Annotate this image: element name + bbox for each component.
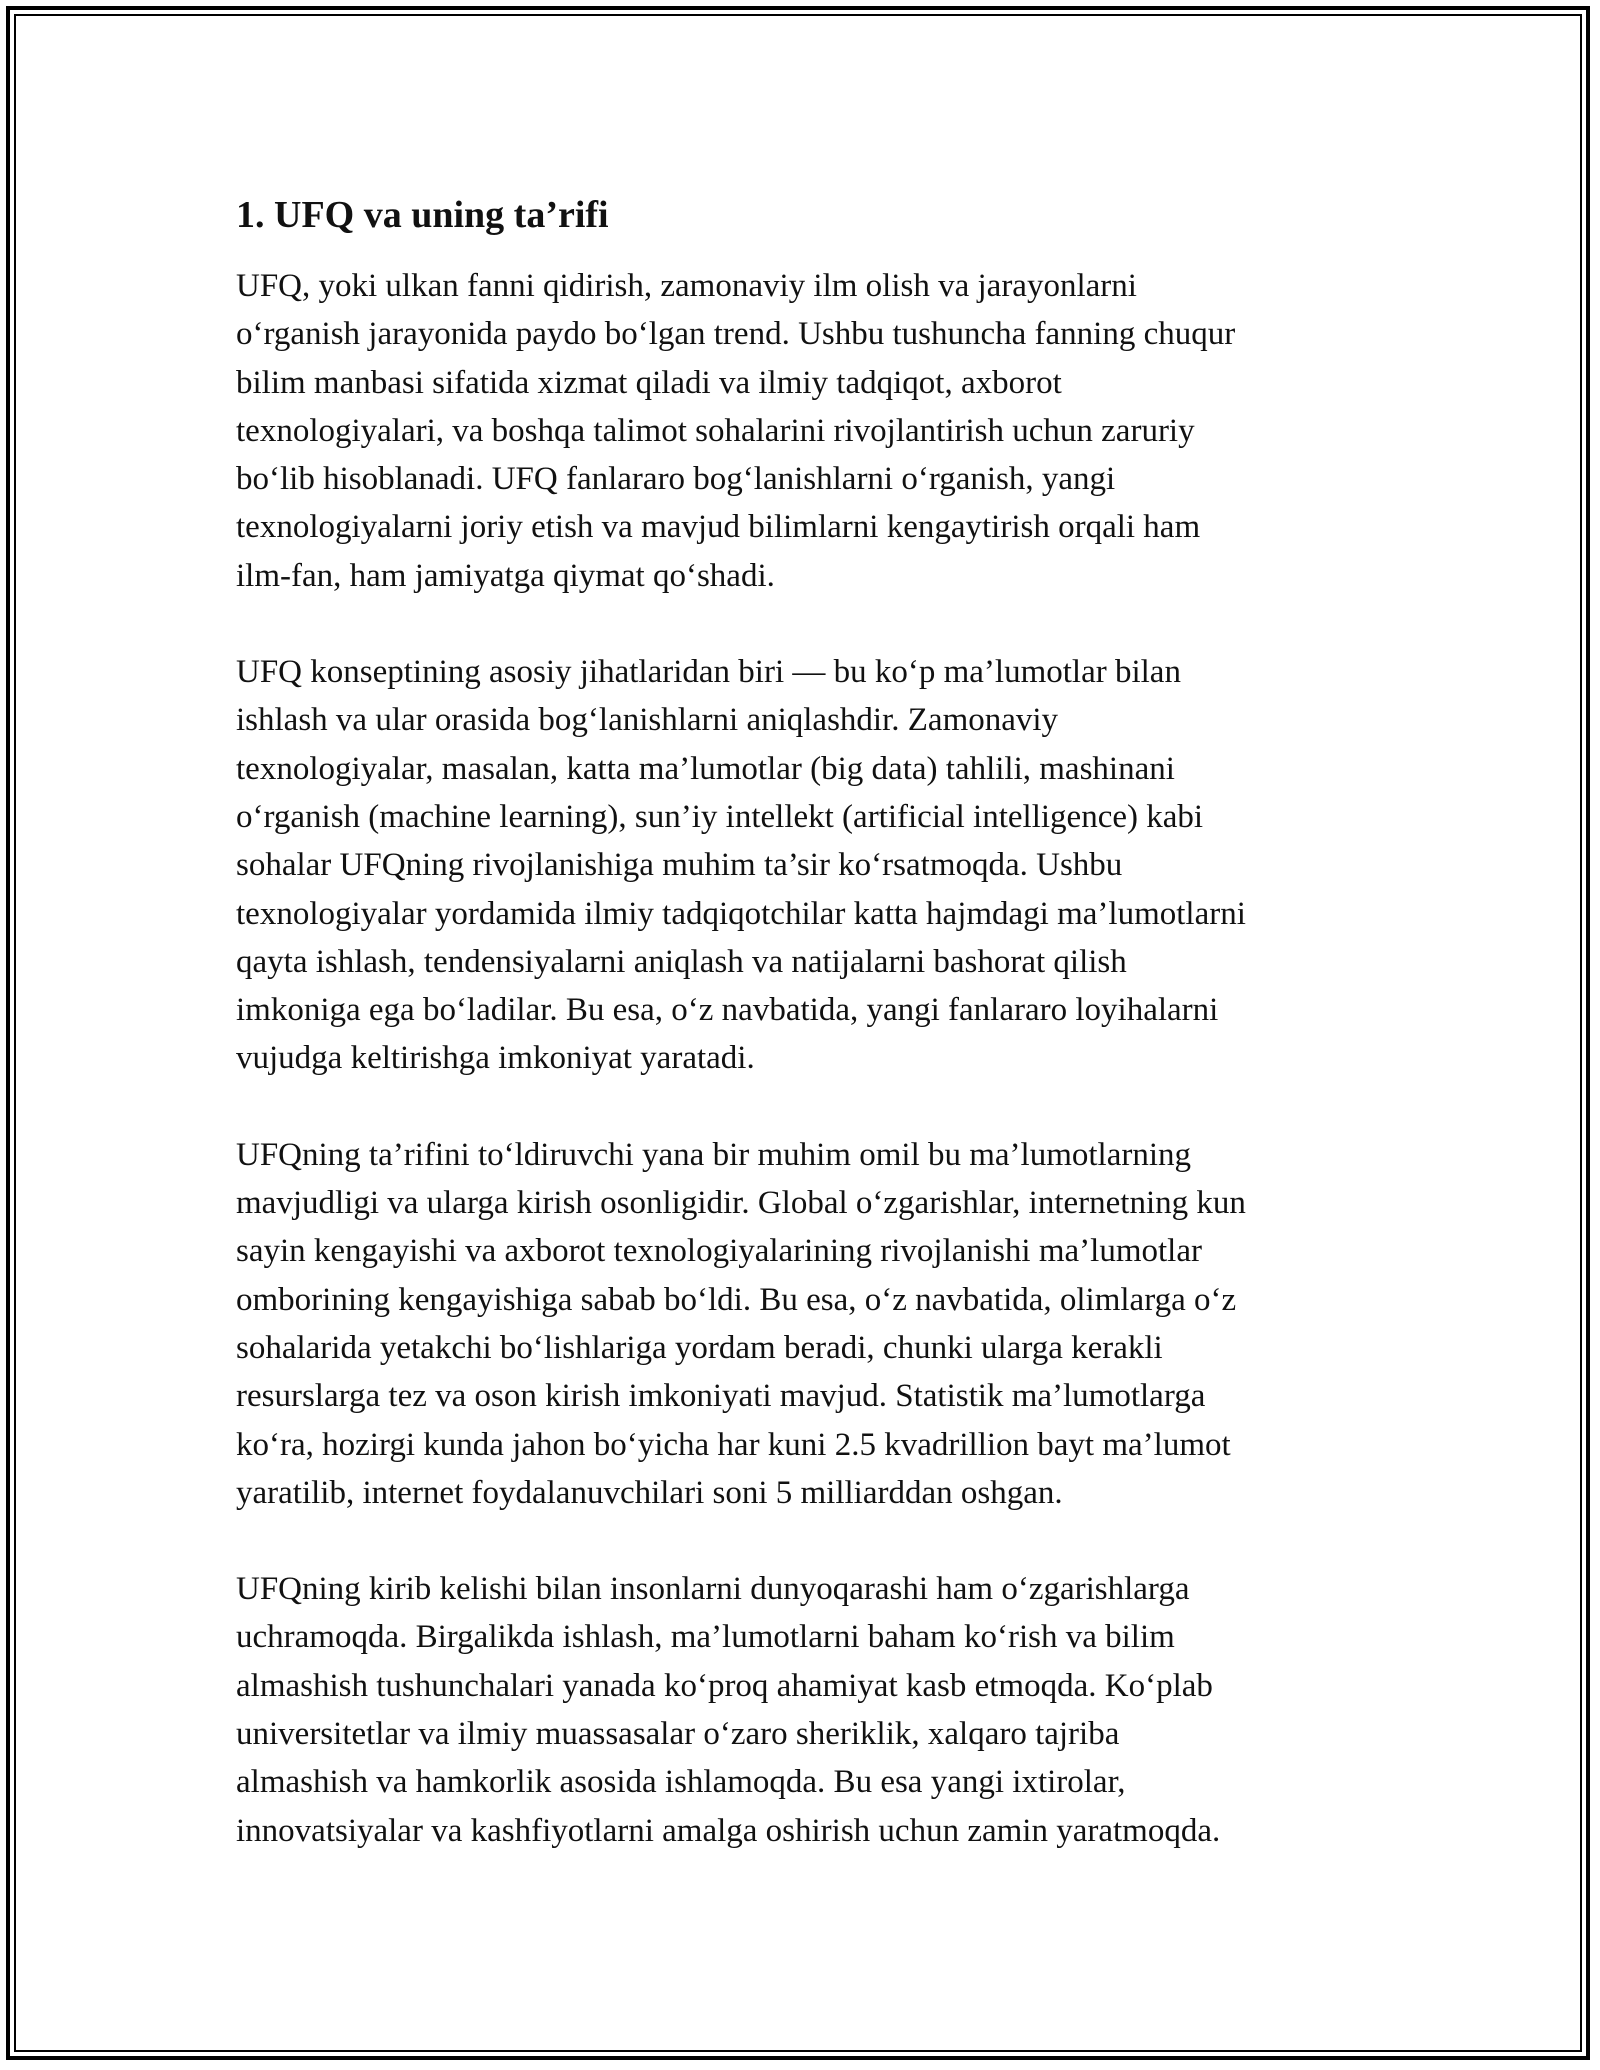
text-line: qayta ishlash, tendensiyalarni aniqlash va natijalarni bashorat qilish bbox=[236, 943, 1127, 980]
text-line: ko‘ra, hozirgi kunda jahon bo‘yicha har kuni 2.5 kvadrillion bayt ma’lumot bbox=[236, 1426, 1231, 1463]
text-line: UFQning kirib kelishi bilan insonlarni dunyoqarashi ham o‘zgarishlarga bbox=[236, 1571, 1190, 1608]
text-line: o‘rganish (machine learning), sun’iy intellekt (artificial intelligence) kabi bbox=[236, 798, 1204, 835]
text-line: o‘rganish jarayonida paydo bo‘lgan trend. Ushbu tushuncha fanning chuqur bbox=[236, 316, 1236, 353]
text-line: mavjudligi va ularga kirish osonligidir. Global o‘zgarishlar, internetning kun bbox=[236, 1185, 1246, 1222]
text-line: innovatsiyalar va kashfiyotlarni amalga oshirish uchun zamin yaratmoqda. bbox=[236, 1812, 1221, 1849]
paragraphs-container bbox=[236, 262, 1386, 1855]
document-body bbox=[236, 186, 1386, 1855]
text-line: ilm-fan, ham jamiyatga qiymat qo‘shadi. bbox=[236, 557, 775, 594]
text-line: texnologiyalarni joriy etish va mavjud bilimlarni kengaytirish orqali ham bbox=[236, 509, 1201, 546]
text-line: UFQ konseptining asosiy jihatlaridan biri — bu ko‘p ma’lumotlar bilan bbox=[236, 654, 1181, 691]
text-line: vujudga keltirishga imkoniyat yaratadi. bbox=[236, 1040, 755, 1077]
text-line: uchramoqda. Birgalikda ishlash, ma’lumotlarni baham ko‘rish va bilim bbox=[236, 1619, 1175, 1656]
paragraph-4 bbox=[236, 1565, 1386, 1855]
text-line: texnologiyalar, masalan, katta ma’lumotlar (big data) tahlili, mashinani bbox=[236, 750, 1175, 787]
text-line: resurslarga tez va oson kirish imkoniyati mavjud. Statistik ma’lumotlarga bbox=[236, 1378, 1206, 1415]
paragraph-3 bbox=[236, 1131, 1386, 1517]
text-line: sohalarida yetakchi bo‘lishlariga yordam beradi, chunki ularga kerakli bbox=[236, 1329, 1163, 1366]
text-line: sayin kengayishi va axborot texnologiyalarining rivojlanishi ma’lumotlar bbox=[236, 1233, 1202, 1270]
paragraph-2 bbox=[236, 648, 1386, 1083]
paragraph-1 bbox=[236, 262, 1386, 600]
text-line: texnologiyalar yordamida ilmiy tadqiqotchilar katta hajmdagi ma’lumotlarni bbox=[236, 895, 1246, 932]
text-line: omborining kengayishiga sabab bo‘ldi. Bu esa, o‘z navbatida, olimlarga o‘z bbox=[236, 1281, 1237, 1318]
text-line: sohalar UFQning rivojlanishiga muhim ta’sir ko‘rsatmoqda. Ushbu bbox=[236, 847, 1123, 884]
text-line: UFQ, yoki ulkan fanni qidirish, zamonaviy ilm olish va jarayonlarni bbox=[236, 268, 1137, 304]
text-line: ishlash va ular orasida bog‘lanishlarni aniqlashdir. Zamonaviy bbox=[236, 702, 1059, 739]
text-line: bo‘lib hisoblanadi. UFQ fanlararo bog‘lanishlarni o‘rganish, yangi bbox=[236, 461, 1116, 498]
text-line: yaratilib, internet foydalanuvchilari soni 5 milliarddan oshgan. bbox=[236, 1474, 1063, 1511]
text-line: imkoniga ega bo‘ladilar. Bu esa, o‘z navbatida, yangi fanlararo loyihalarni bbox=[236, 992, 1219, 1029]
text-line: texnologiyalari, va boshqa talimot sohalarini rivojlantirish uchun zaruriy bbox=[236, 412, 1195, 449]
text-line: almashish tushunchalari yanada ko‘proq ahamiyat kasb etmoqda. Ko‘plab bbox=[236, 1667, 1213, 1704]
text-line: almashish va hamkorlik asosida ishlamoqda. Bu esa yangi ixtirolar, bbox=[236, 1764, 1126, 1801]
text-line: bilim manbasi sifatida xizmat qiladi va ilmiy tadqiqot, axborot bbox=[236, 364, 1062, 401]
text-line: universitetlar va ilmiy muassasalar o‘zaro sheriklik, xalqaro tajriba bbox=[236, 1716, 1120, 1753]
text-line: UFQning ta’rifini to‘ldiruvchi yana bir muhim omil bu ma’lumotlarning bbox=[236, 1136, 1192, 1173]
section-heading: 1. UFQ va uning ta’rifi bbox=[236, 194, 609, 236]
